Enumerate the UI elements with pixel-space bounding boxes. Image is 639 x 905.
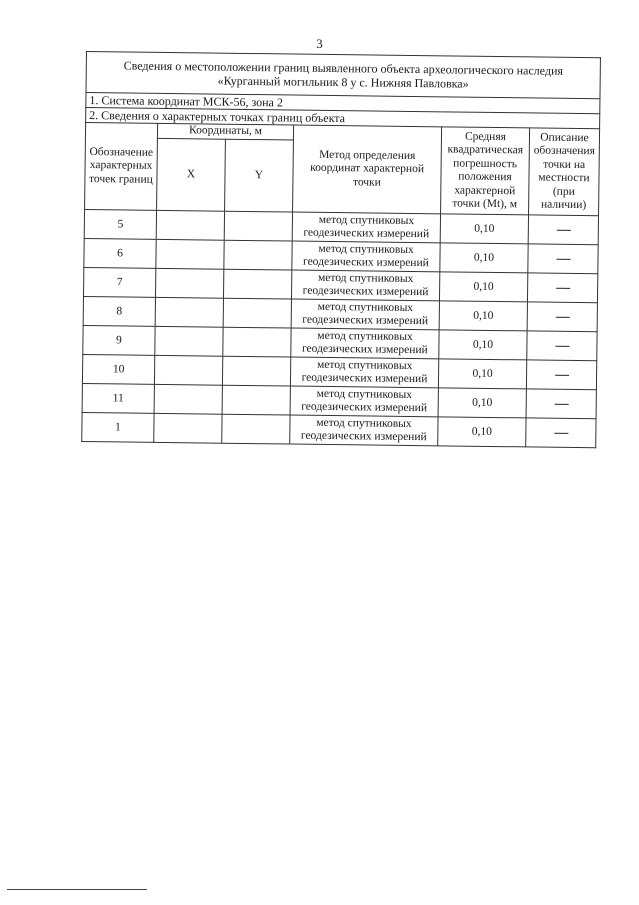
dash-mark: [556, 288, 570, 289]
y-cell: [223, 327, 291, 357]
dash-mark: [555, 375, 569, 376]
header-point: Обозначение характерных точек границ: [85, 123, 158, 211]
method-cell: [290, 386, 438, 417]
coordinate-system-section: 1. Система координат МСК-56, зона 2: [86, 93, 600, 114]
boundary-document: [81, 51, 600, 448]
dash-mark: [554, 404, 568, 405]
point-cell: 11: [82, 383, 154, 413]
x-cell: [154, 413, 222, 443]
method-line-2: геодезических измерений: [302, 255, 429, 270]
dash-mark: [555, 317, 569, 318]
method-line-2: геодезических измерений: [302, 284, 429, 299]
dash-mark: [556, 230, 570, 231]
error-cell: 0,10: [440, 214, 528, 244]
method-cell: [292, 212, 440, 243]
method-cell: [290, 415, 438, 446]
description-cell: [528, 244, 598, 274]
header-x: X: [157, 139, 226, 212]
document-title: [86, 52, 600, 99]
method-cell: [290, 357, 438, 388]
method-line-1: метод спутниковых: [316, 416, 412, 431]
description-cell: [526, 389, 596, 419]
method-cell: [291, 299, 439, 330]
x-cell: [154, 355, 222, 385]
method-line-1: метод спутниковых: [316, 387, 413, 402]
x-cell: [156, 239, 224, 269]
header-description: Описание обозначения точки на местности (при наличии): [529, 128, 600, 216]
error-cell: 0,10: [439, 272, 527, 302]
method-line-1: метод спутниковых: [317, 329, 413, 344]
x-cell: [155, 268, 223, 298]
method-line-1: метод спутниковых: [318, 242, 414, 257]
method-line-2: геодезических измерений: [301, 342, 428, 357]
description-cell: [526, 418, 596, 448]
y-cell: [224, 211, 292, 241]
description-cell: [527, 331, 597, 361]
header-method: Метод определения координат характерной точки: [293, 125, 442, 214]
x-cell: [156, 210, 224, 240]
method-line-2: геодезических измерений: [301, 400, 428, 415]
y-cell: [223, 298, 291, 328]
method-cell: [291, 270, 439, 301]
error-cell: 0,10: [439, 330, 527, 360]
point-cell: 7: [84, 267, 156, 297]
footnote-line: [7, 889, 147, 890]
point-cell: 9: [83, 325, 155, 355]
description-cell: [528, 215, 598, 245]
error-cell: 0,10: [438, 359, 526, 389]
description-cell: [526, 360, 596, 390]
method-line-2: геодезических измерений: [302, 313, 429, 328]
error-cell: 0,10: [438, 417, 526, 447]
y-cell: [222, 414, 290, 444]
dash-mark: [555, 346, 569, 347]
header-coordinates: Координаты, м: [157, 123, 293, 140]
y-cell: [223, 269, 291, 299]
header-y: Y: [225, 139, 294, 212]
dash-mark: [554, 433, 568, 434]
y-cell: [224, 240, 292, 270]
error-cell: 0,10: [440, 243, 528, 273]
method-line-1: метод спутниковых: [317, 271, 414, 286]
document-title-line-1: Сведения о местоположении границ выявленного объекта археологического наследия: [123, 58, 564, 78]
method-line-2: геодезических измерений: [303, 226, 430, 241]
method-line-2: геодезических измерений: [300, 429, 427, 444]
y-cell: [222, 356, 290, 386]
document-title-line-2: «Курганный могильник 8 у с. Нижняя Павловка»: [217, 73, 469, 91]
y-cell: [222, 385, 290, 415]
point-cell: 1: [82, 412, 154, 442]
method-line-1: метод спутниковых: [317, 300, 414, 315]
header-error: Средняя квадратическая погрешность положения характерной точки (Mt), м: [441, 127, 530, 215]
points-section: 2. Сведения о характерных точках границ объекта: [86, 108, 600, 129]
error-cell: 0,10: [439, 301, 527, 331]
description-cell: [527, 273, 597, 303]
point-cell: 5: [84, 209, 156, 239]
description-cell: [527, 302, 597, 332]
method-line-2: геодезических измерений: [301, 371, 428, 386]
boundary-table: [81, 51, 601, 448]
page-number: 3: [316, 36, 323, 51]
table-row: [82, 412, 596, 447]
x-cell: [155, 326, 223, 356]
point-cell: 6: [84, 238, 156, 268]
dash-mark: [556, 259, 570, 260]
method-cell: [292, 241, 440, 272]
method-line-1: метод спутниковых: [318, 213, 415, 228]
point-cell: 10: [82, 354, 154, 384]
point-cell: 8: [83, 296, 155, 326]
x-cell: [154, 384, 222, 414]
error-cell: 0,10: [438, 388, 526, 418]
method-cell: [291, 328, 439, 359]
method-line-1: метод спутниковых: [316, 358, 413, 373]
x-cell: [155, 297, 223, 327]
